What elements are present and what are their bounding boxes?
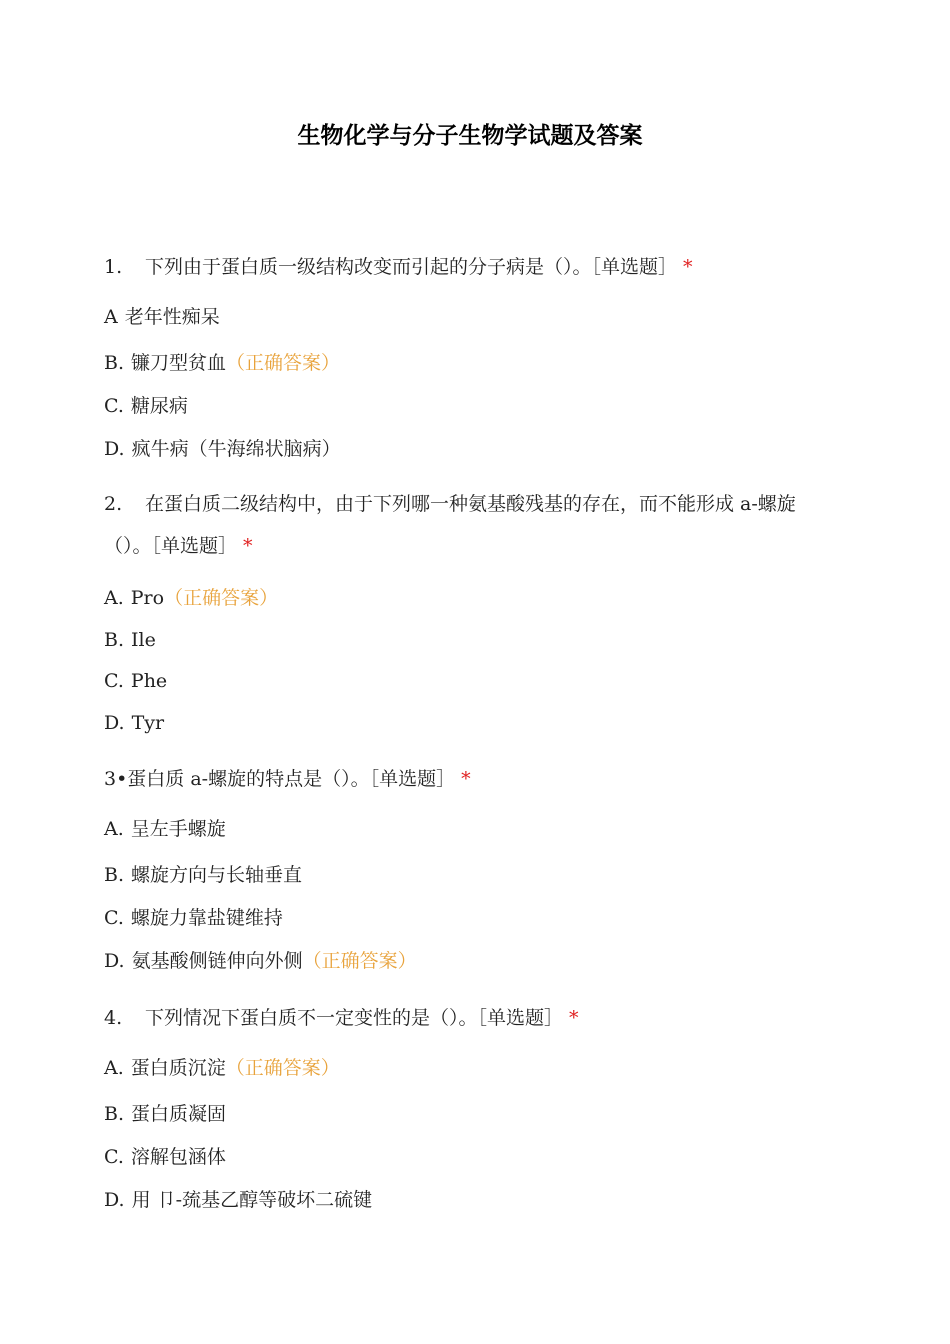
required-mark: * <box>569 1007 579 1029</box>
option-text: Pro <box>130 587 165 609</box>
option-1c[interactable] <box>104 392 188 420</box>
question-3 <box>104 765 471 793</box>
question-number: 2. <box>104 493 123 515</box>
option-letter: A. <box>104 1057 124 1079</box>
option-1a[interactable] <box>104 303 220 331</box>
option-text: Ile <box>131 629 156 651</box>
question-text-continued: （）。［单选题］ <box>104 535 238 557</box>
option-letter: C. <box>104 1146 124 1168</box>
option-letter: A. <box>104 587 124 609</box>
correct-answer-label: （正确答案） <box>226 352 341 374</box>
option-letter: B. <box>104 864 125 886</box>
question-text: 3•蛋白质 a-螺旋的特点是（）。［单选题］ <box>104 768 456 790</box>
option-2c[interactable] <box>104 667 167 695</box>
option-4d[interactable] <box>104 1186 372 1214</box>
option-2a[interactable] <box>104 584 278 612</box>
question-2 <box>104 483 844 567</box>
option-letter: D. <box>104 950 125 972</box>
option-text: 疯牛病（牛海绵状脑病） <box>131 438 341 460</box>
option-text: 老年性痴呆 <box>124 306 220 328</box>
option-4b[interactable] <box>104 1100 226 1128</box>
option-4a[interactable] <box>104 1054 340 1082</box>
required-mark: * <box>683 256 693 278</box>
option-letter: A <box>104 306 118 328</box>
option-text: Phe <box>130 670 168 692</box>
document-title: 生物化学与分子生物学试题及答案 <box>297 123 643 149</box>
option-text: 螺旋力靠盐键维持 <box>130 907 283 929</box>
option-text: 糖尿病 <box>130 395 188 417</box>
option-text: 溶解包涵体 <box>130 1146 226 1168</box>
question-1 <box>104 253 693 281</box>
option-3a[interactable] <box>104 815 226 843</box>
correct-answer-label: （正确答案） <box>225 1057 340 1079</box>
question-text: 下列由于蛋白质一级结构改变而引起的分子病是（）。［单选题］ <box>145 256 678 278</box>
option-text: 镰刀型贫血 <box>131 352 227 374</box>
option-letter: D. <box>104 438 125 460</box>
required-mark: * <box>243 535 253 557</box>
option-text: 蛋白质沉淀 <box>130 1057 226 1079</box>
required-mark: * <box>461 768 471 790</box>
option-letter: D. <box>104 1189 125 1211</box>
option-letter: D. <box>104 712 125 734</box>
option-1b[interactable] <box>104 349 340 377</box>
option-3d[interactable] <box>104 947 417 975</box>
option-text: 蛋白质凝固 <box>131 1103 227 1125</box>
option-2b[interactable] <box>104 626 156 654</box>
option-letter: C. <box>104 907 124 929</box>
question-number: 4. <box>104 1007 123 1029</box>
option-3c[interactable] <box>104 904 283 932</box>
option-text: Tyr <box>131 712 165 734</box>
question-4 <box>104 1004 579 1032</box>
option-4c[interactable] <box>104 1143 226 1171</box>
question-number: 1. <box>104 256 123 278</box>
option-text: 呈左手螺旋 <box>130 818 226 840</box>
correct-answer-label: （正确答案） <box>302 950 417 972</box>
option-3b[interactable] <box>104 861 302 889</box>
option-text: 用 卩-巯基乙醇等破坏二硫键 <box>131 1189 373 1211</box>
option-letter: B. <box>104 629 125 651</box>
option-letter: C. <box>104 395 124 417</box>
option-text: 螺旋方向与长轴垂直 <box>131 864 303 886</box>
question-text: 下列情况下蛋白质不一定变性的是（）。［单选题］ <box>145 1007 564 1029</box>
option-text: 氨基酸侧链伸向外侧 <box>131 950 303 972</box>
correct-answer-label: （正确答案） <box>164 587 279 609</box>
option-letter: C. <box>104 670 124 692</box>
option-2d[interactable] <box>104 709 164 737</box>
option-letter: A. <box>104 818 124 840</box>
option-letter: B. <box>104 1103 125 1125</box>
option-1d[interactable] <box>104 435 341 463</box>
option-letter: B. <box>104 352 125 374</box>
question-text: 在蛋白质二级结构中，由于下列哪一种氨基酸残基的存在，而不能形成 a-螺旋 <box>145 493 796 515</box>
